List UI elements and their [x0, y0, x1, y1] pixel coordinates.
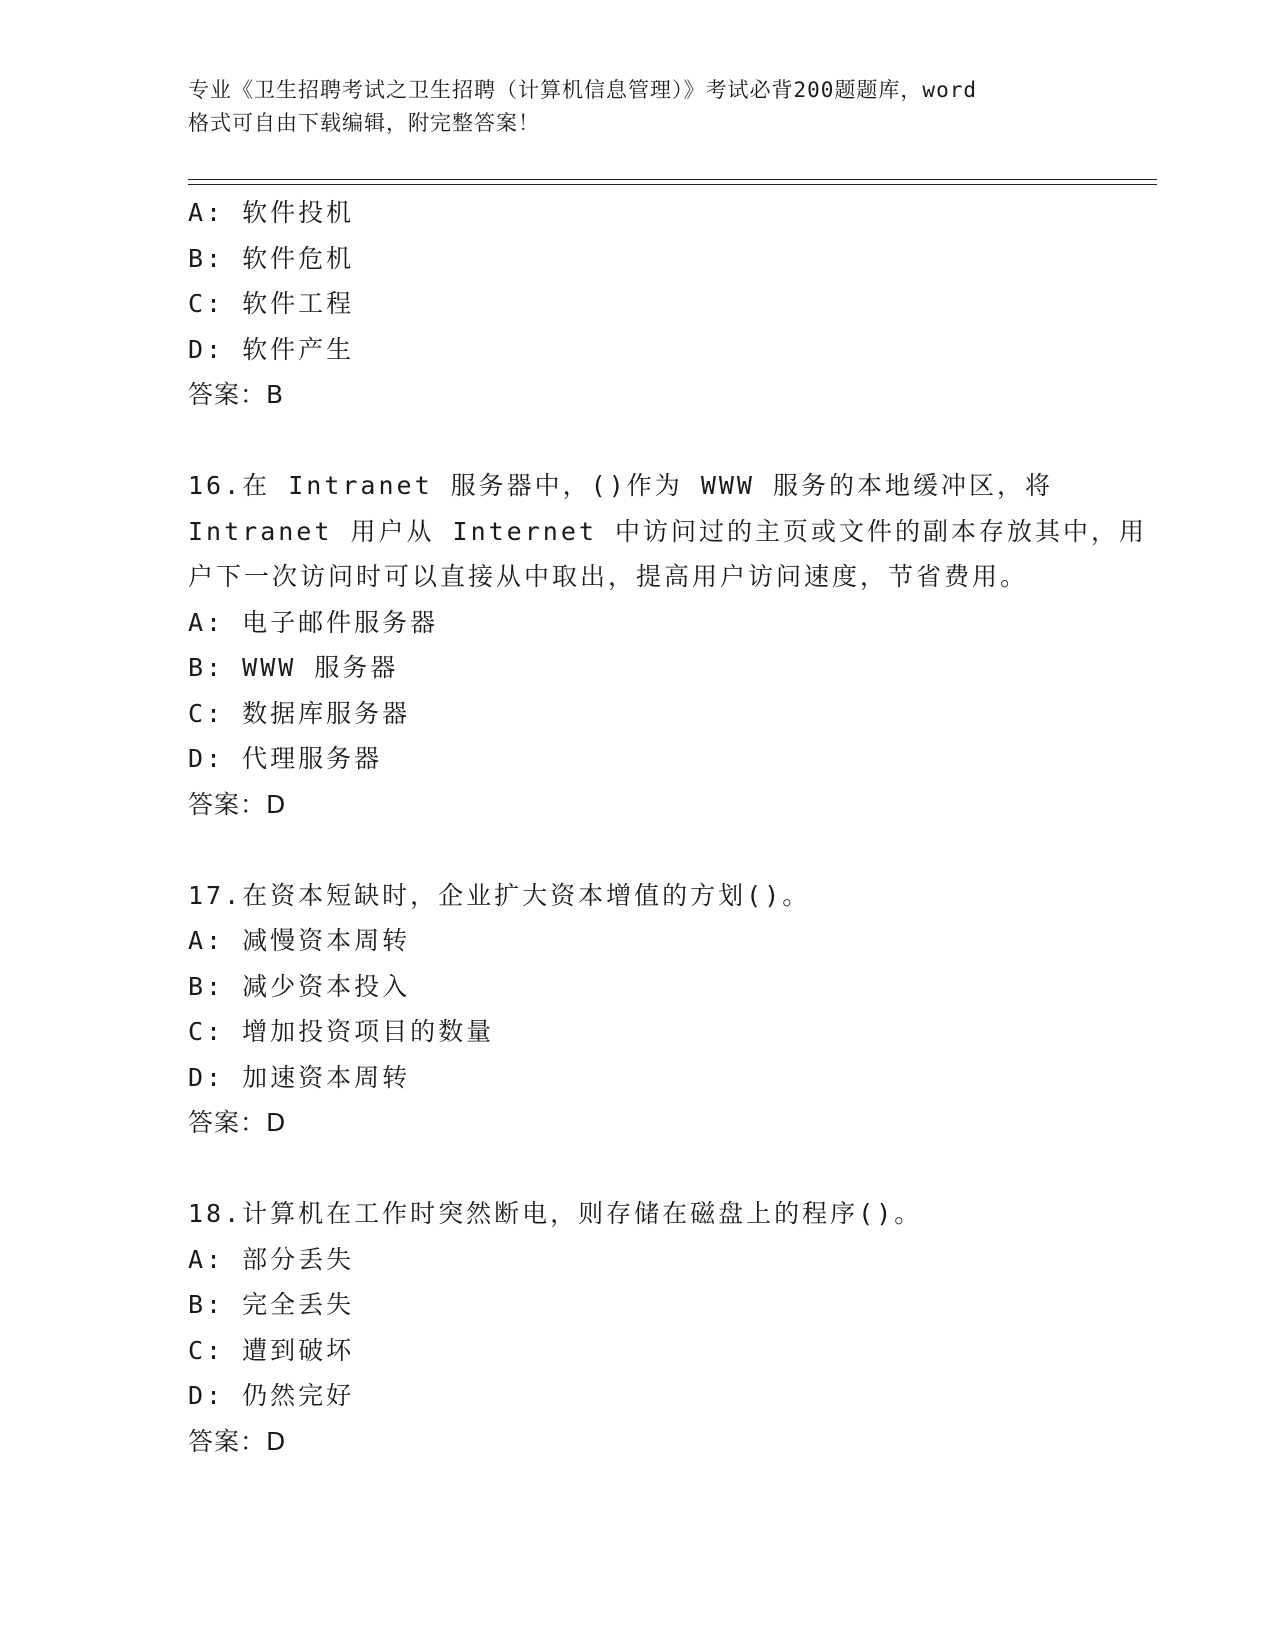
spacer	[188, 827, 1108, 873]
document-header	[188, 74, 1088, 140]
question-text-line-1: 16.在 Intranet 服务器中，()作为 WWW 服务的本地缓冲区，将	[188, 471, 1054, 500]
option-c: C: 增加投资项目的数量	[188, 1017, 495, 1046]
option-d: D: 代理服务器	[188, 744, 383, 773]
option-d: D: 加速资本周转	[188, 1062, 411, 1092]
header-line-2: 格式可自由下载编辑，附完整答案！	[188, 111, 540, 135]
header-line-1: 专业《卫生招聘考试之卫生招聘（计算机信息管理）》考试必背200题题库，word	[188, 78, 977, 102]
header-divider-top	[188, 179, 1157, 180]
question-block-16	[188, 463, 1147, 827]
option-b: B: 完全丢失	[188, 1290, 355, 1319]
question-block-15	[188, 190, 1108, 418]
question-text-line-3: 户下一次访问时可以直接从中取出，提高用户访问速度，节省费用。	[188, 562, 1029, 591]
header-divider-bottom	[188, 184, 1157, 185]
answer-line: 答案：D	[188, 789, 287, 819]
option-b: B: WWW 服务器	[188, 653, 399, 682]
option-d: D: 软件产生	[188, 334, 355, 364]
answer-line: 答案：B	[188, 380, 285, 409]
answer-line: 答案：D	[188, 1108, 287, 1137]
answer-line: 答案：D	[188, 1426, 287, 1456]
option-c: C: 数据库服务器	[188, 698, 411, 728]
question-text-line-2: Intranet 用户从 Internet 中访问过的主页或文件的副本存放其中，用	[188, 516, 1147, 546]
option-a: A: 软件投机	[188, 198, 355, 227]
option-b: B: 软件危机	[188, 243, 355, 273]
option-c: C: 遭到破坏	[188, 1335, 355, 1365]
question-text-line-1: 18.计算机在工作时突然断电，则存储在磁盘上的程序()。	[188, 1199, 923, 1228]
spacer	[188, 418, 1108, 464]
option-a: A: 部分丢失	[188, 1244, 355, 1274]
question-block-17	[188, 873, 1108, 1146]
question-block-18	[188, 1191, 1108, 1464]
spacer	[188, 1146, 1108, 1192]
option-a: A: 减慢资本周转	[188, 926, 411, 955]
option-d: D: 仍然完好	[188, 1381, 355, 1410]
option-c: C: 软件工程	[188, 289, 355, 318]
option-b: B: 减少资本投入	[188, 971, 411, 1001]
question-text-line-1: 17.在资本短缺时，企业扩大资本增值的方划()。	[188, 880, 811, 910]
question-list	[188, 190, 1147, 1464]
option-a: A: 电子邮件服务器	[188, 607, 439, 637]
